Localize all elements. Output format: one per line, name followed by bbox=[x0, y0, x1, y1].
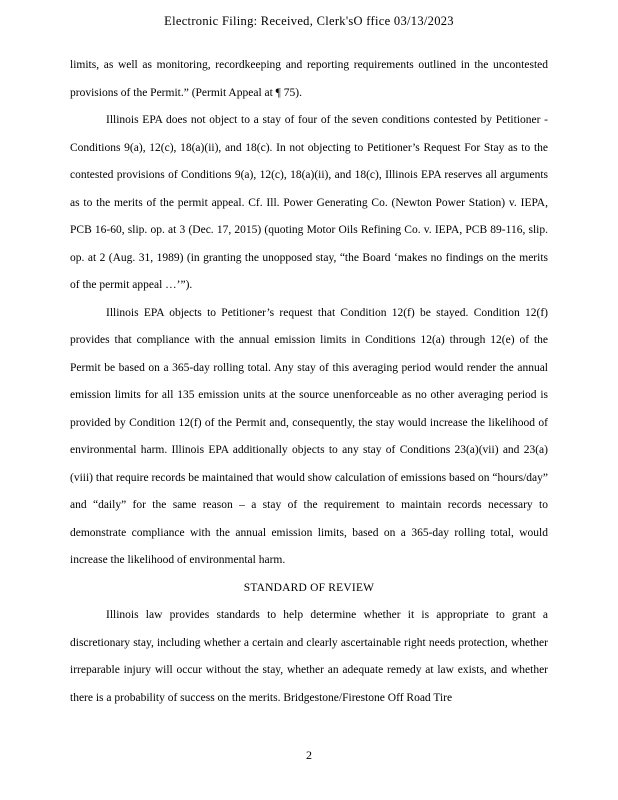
paragraph: limits, as well as monitoring, recordkeeping and reporting requirements outlined in the uncontested provisions of the Permit.” (Permit Appeal at ¶ 75). bbox=[70, 59, 548, 99]
document-body bbox=[70, 52, 548, 712]
paragraph: Illinois law provides standards to help determine whether it is appropriate to grant a discretionary stay, including whether a certain and clearly ascertainable right needs protection, whether irreparable injury will occur without the stay, whether an adequate remedy at law exists, and whether there is a probability of success on the merits. Bridgestone/Firestone Off Road Tire bbox=[70, 609, 548, 704]
section-heading: STANDARD OF REVIEW bbox=[243, 581, 375, 594]
paragraph: Illinois EPA objects to Petitioner’s request that Condition 12(f) be stayed. Condition 12(f) provides that compliance with the annual emission limits in Conditions 12(a) through 12(e) of the Permit be based on a 365-day rolling total. Any stay of this averaging period would render the annual emission limits for all 135 emission units at the source unenforceable as no other averaging period is provided by Condition 12(f) of the Permit and, consequently, the stay would increase the likelihood of environmental harm. Illinois EPA additionally objects to any stay of Conditions 23(a)(vii) and 23(a)(viii) that require records be maintained that would show calculation of emissions based on “hours/day” and “daily” for the same reason – a stay of the requirement to maintain records necessary to demonstrate compliance with the annual emission limits, based on a 365-day rolling total, would increase the likelihood of environmental harm. bbox=[70, 306, 548, 566]
paragraph: Illinois EPA does not object to a stay of four of the seven conditions contested by Petitioner - Conditions 9(a), 12(c), 18(a)(ii), and 18(c). In not objecting to Petitioner’s Request For Stay as to the contested provisions of Conditions 9(a), 12(c), 18(a)(ii), and 18(c), Illinois EPA reserves all arguments as to the merits of the permit appeal. Cf. Ill. Power Generating Co. (Newton Power Station) v. IEPA, PCB 16-60, slip. op. at 3 (Dec. 17, 2015) (quoting Motor Oils Refining Co. v. IEPA, PCB 89-116, slip. op. at 2 (Aug. 31, 1989) (in granting the unopposed stay, “the Board ‘makes no findings on the merits of the permit appeal …’”). bbox=[70, 114, 548, 291]
electronic-filing-header: Electronic Filing: Received, Clerk'sO ffice 03/13/2023 bbox=[164, 14, 454, 28]
page-number: 2 bbox=[306, 748, 312, 762]
